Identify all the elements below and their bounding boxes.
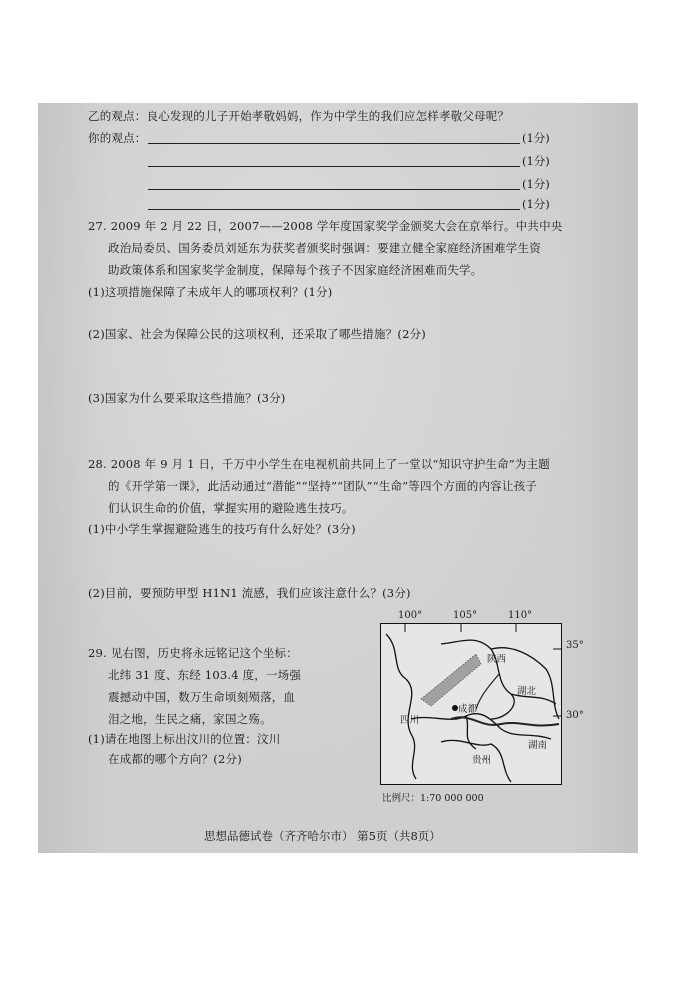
map-label-shaanxi: 陕西	[487, 654, 507, 665]
q27-line3: 助政策体系和国家奖学金制度，保障每个孩子不因家庭经济困难而失学。	[108, 263, 483, 277]
q28-sub1: (1)中小学生掌握避险逃生的技巧有什么好处？(3分)	[88, 522, 356, 536]
q27-line2: 政治局委员、国务委员刘延东为获奖者颁奖时强调：要建立健全家庭经济困难学生资	[108, 241, 541, 255]
score-label: (1分)	[522, 197, 550, 211]
page-footer: 思想品德试卷（齐齐哈尔市） 第5页（共8页）	[204, 829, 441, 843]
lon-label-105: 105°	[453, 610, 478, 621]
q28-line1: 28. 2008 年 9 月 1 日，千万中小学生在电视机前共同上了一堂以“知识守护生命”为主题	[88, 457, 550, 471]
score-label: (1分)	[522, 154, 550, 168]
q28-sub2: (2)目前，要预防甲型 H1N1 流感，我们应该注意什么？(3分)	[88, 586, 411, 600]
answer-line	[148, 189, 520, 190]
q29-line3: 震撼动中国，数万生命顷刻殒落，血	[108, 690, 296, 704]
q27-sub3: (3)国家为什么要采取这些措施？(3分)	[88, 391, 286, 405]
lat-label-35: 35°	[566, 640, 584, 651]
map-label-sichuan: 四川	[400, 715, 420, 726]
answer-line	[148, 209, 520, 210]
lat-label-30: 30°	[566, 710, 584, 721]
lon-label-100: 100°	[398, 610, 423, 621]
q27-sub1: (1)这项措施保障了未成年人的哪项权利？(1分)	[88, 285, 333, 299]
map-label-guizhou: 贵州	[472, 755, 492, 766]
answer-line	[148, 166, 520, 167]
map-scale: 比例尺：1:70 000 000	[382, 793, 484, 804]
q29-line2: 北纬 31 度、东经 103.4 度，一场强	[108, 668, 302, 682]
q29-sub1a: (1)请在地图上标出汶川的位置：汶川	[88, 732, 281, 746]
q28-line2: 的《开学第一课》，此活动通过“潜能”“坚持”“团队”“生命”等四个方面的内容让孩子	[108, 479, 537, 493]
q27-line1: 27. 2009 年 2 月 22 日，2007——2008 学年度国家奖学金颁奖大会在京举行。中共中央	[88, 219, 563, 233]
map-label-hunan: 湖南	[528, 740, 548, 751]
map-label-chengdu: 成都	[458, 704, 478, 715]
q26-your-view-label: 你的观点：	[88, 131, 147, 145]
q29-line4: 泪之地，生民之痛，家国之殇。	[108, 712, 272, 726]
lon-label-110: 110°	[508, 610, 533, 621]
score-label: (1分)	[522, 131, 550, 145]
map-label-hubei: 湖北	[517, 686, 537, 697]
q28-line3: 们认识生命的价值，掌握实用的避险逃生技巧。	[108, 501, 354, 515]
answer-line	[148, 143, 520, 144]
score-label: (1分)	[522, 177, 550, 191]
q26-line1: 乙的观点：良心发现的儿子开始孝敬妈妈，作为中学生的我们应怎样孝敬父母呢？	[88, 109, 510, 123]
q29-sub1b: 在成都的哪个方向？(2分)	[108, 752, 242, 766]
q27-sub2: (2)国家、社会为保障公民的这项权利，还采取了哪些措施？(2分)	[88, 327, 426, 341]
q29-line1: 29. 见右图，历史将永远铭记这个坐标：	[88, 646, 298, 660]
